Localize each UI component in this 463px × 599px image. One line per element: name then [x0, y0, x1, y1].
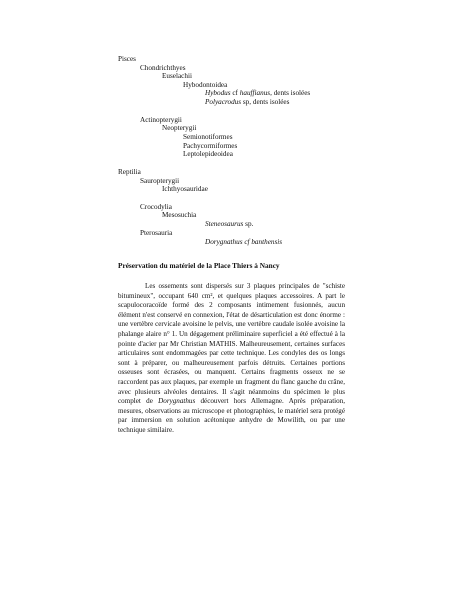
taxon-semionotiformes: Semionotiformes [183, 133, 233, 141]
taxon-crocodylia: Crocodylia [140, 203, 172, 211]
taxon-neopterygii: Neopterygii [162, 124, 197, 132]
hybodus-cf: cf [232, 89, 238, 97]
hybodus-species: hauffianus [239, 89, 271, 97]
hybodus-note: , dents isolées [270, 89, 311, 97]
taxon-mesosuchia: Mesosuchia [162, 211, 197, 219]
taxon-pachycormiformes: Pachycormiformes [183, 142, 238, 150]
dorygnathus-genus: Dorygnathus [205, 238, 243, 246]
taxon-reptilia: Reptilia [118, 168, 141, 176]
polyacrodus-genus: Polyacrodus [205, 98, 242, 106]
polyacrodus-note: sp, dents isolées [241, 98, 290, 106]
paragraph-genus: Dorygnathus [158, 397, 196, 406]
taxon-pisces: Pisces [118, 55, 136, 63]
taxon-pterosauria: Pterosauria [140, 229, 173, 237]
taxon-dorygnathus [205, 238, 282, 246]
taxon-actinopterygii: Actinopterygii [140, 116, 182, 124]
taxon-leptolepideoidea: Leptolepideoidea [183, 150, 233, 158]
taxon-hybodus [205, 89, 310, 97]
steneosaurus-note: sp. [243, 220, 254, 228]
paragraph-text-end: découvert hors Allemagne. Après préparation, mesures, observations au microscope et photographies, le matériel sera protégé par immersion en solution acétonique anhydre de Mowilith, ou par une technique similaire. [118, 397, 346, 434]
taxon-chondrichthyes: Chondrichthyes [140, 64, 186, 72]
taxon-steneosaurus [205, 220, 253, 228]
section-heading: Préservation du matériel de la Place Thiers à Nancy [118, 261, 280, 270]
body-paragraph [118, 282, 345, 436]
taxon-hybodontoidea: Hybodontoidea [183, 81, 228, 89]
taxon-polyacrodus [205, 98, 289, 106]
taxon-ichthyosauridae: Ichthyosauridae [162, 185, 208, 193]
dorygnathus-cf: cf [242, 238, 252, 246]
taxon-euselachii: Euselachii [162, 72, 192, 80]
taxon-sauropterygii: Sauropterygii [140, 177, 180, 185]
dorygnathus-species: banthensis [251, 238, 283, 246]
paragraph-text: Les ossements sont dispersés sur 3 plaques principales de "schiste bitumineux", occupant 640 cm², et quelques plaques accessoires. A part le scapulocoracoïde formé des 2 composants intimement fusionnés, aucun élément n'est conservé en connexion, l'état de désarticulation est donc énorme : une vertèbre cervicale avoisine le pelvis, une vertèbre caudale isolée avoisine la phalange alaire n° 1. Un dégagement préliminaire superficiel a été effectué à la pointe d'acier par Mr Christian MATHIS. Malheureusement, certaines surfaces articulaires sont endommagées par cette technique. Les condyles des os longs sont à préparer, ou malheureusement parfois détruits. Certaines portions osseuses sont écrasées, ou manquent. Certains fragments osseux ne se raccordent pas aux plaques, par exemple un fragment du flanc gauche du crâne, avec plusieurs alvéoles dentaires. Il s'agit néanmoins du spécimen le plus complet de [118, 282, 345, 406]
steneosaurus-genus: Steneosaurus [205, 220, 244, 228]
hybodus-genus: Hybodus [205, 89, 231, 97]
